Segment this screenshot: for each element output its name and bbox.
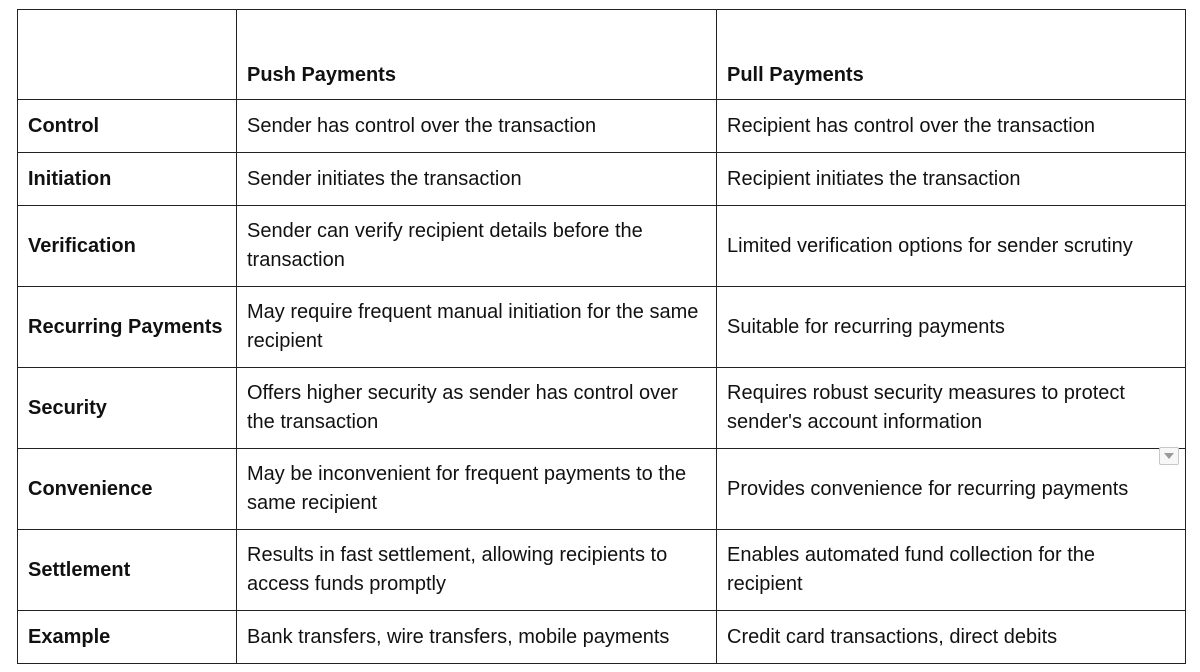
- pull-cell: Credit card transactions, direct debits: [717, 611, 1186, 664]
- table-row-security: [18, 368, 1186, 449]
- row-label: Example: [18, 611, 237, 664]
- table-row-recurring-payments: [18, 287, 1186, 368]
- row-label: Recurring Payments: [18, 287, 237, 368]
- table-row-control: [18, 100, 1186, 153]
- push-cell: Sender has control over the transaction: [237, 100, 717, 153]
- table-row-verification: [18, 206, 1186, 287]
- push-cell: May require frequent manual initiation for the same recipient: [237, 287, 717, 368]
- row-label: Verification: [18, 206, 237, 287]
- header-row: [18, 10, 1186, 100]
- comparison-table: [17, 9, 1186, 664]
- pull-cell: Limited verification options for sender scrutiny: [717, 206, 1186, 287]
- pull-cell: Recipient initiates the transaction: [717, 153, 1186, 206]
- chevron-down-icon: [1164, 453, 1174, 459]
- pull-cell: Enables automated fund collection for the recipient: [717, 530, 1186, 611]
- push-cell: Results in fast settlement, allowing recipients to access funds promptly: [237, 530, 717, 611]
- row-label: Settlement: [18, 530, 237, 611]
- pull-cell: Suitable for recurring payments: [717, 287, 1186, 368]
- table-row-settlement: [18, 530, 1186, 611]
- header-push-payments: Push Payments: [237, 10, 717, 100]
- push-cell: Sender can verify recipient details before the transaction: [237, 206, 717, 287]
- table-row-initiation: [18, 153, 1186, 206]
- table-row-convenience: [18, 449, 1186, 530]
- table-row-example: [18, 611, 1186, 664]
- row-label: Security: [18, 368, 237, 449]
- push-cell: Sender initiates the transaction: [237, 153, 717, 206]
- pull-cell: Requires robust security measures to protect sender's account information: [717, 368, 1186, 449]
- push-cell: May be inconvenient for frequent payments to the same recipient: [237, 449, 717, 530]
- push-cell: Bank transfers, wire transfers, mobile payments: [237, 611, 717, 664]
- row-label: Convenience: [18, 449, 237, 530]
- pull-cell: Recipient has control over the transaction: [717, 100, 1186, 153]
- push-cell: Offers higher security as sender has control over the transaction: [237, 368, 717, 449]
- row-label: Control: [18, 100, 237, 153]
- pull-cell: Provides convenience for recurring payments: [717, 449, 1186, 530]
- header-corner-cell: [18, 10, 237, 100]
- cell-dropdown-button[interactable]: [1159, 447, 1179, 465]
- header-pull-payments: Pull Payments: [717, 10, 1186, 100]
- row-label: Initiation: [18, 153, 237, 206]
